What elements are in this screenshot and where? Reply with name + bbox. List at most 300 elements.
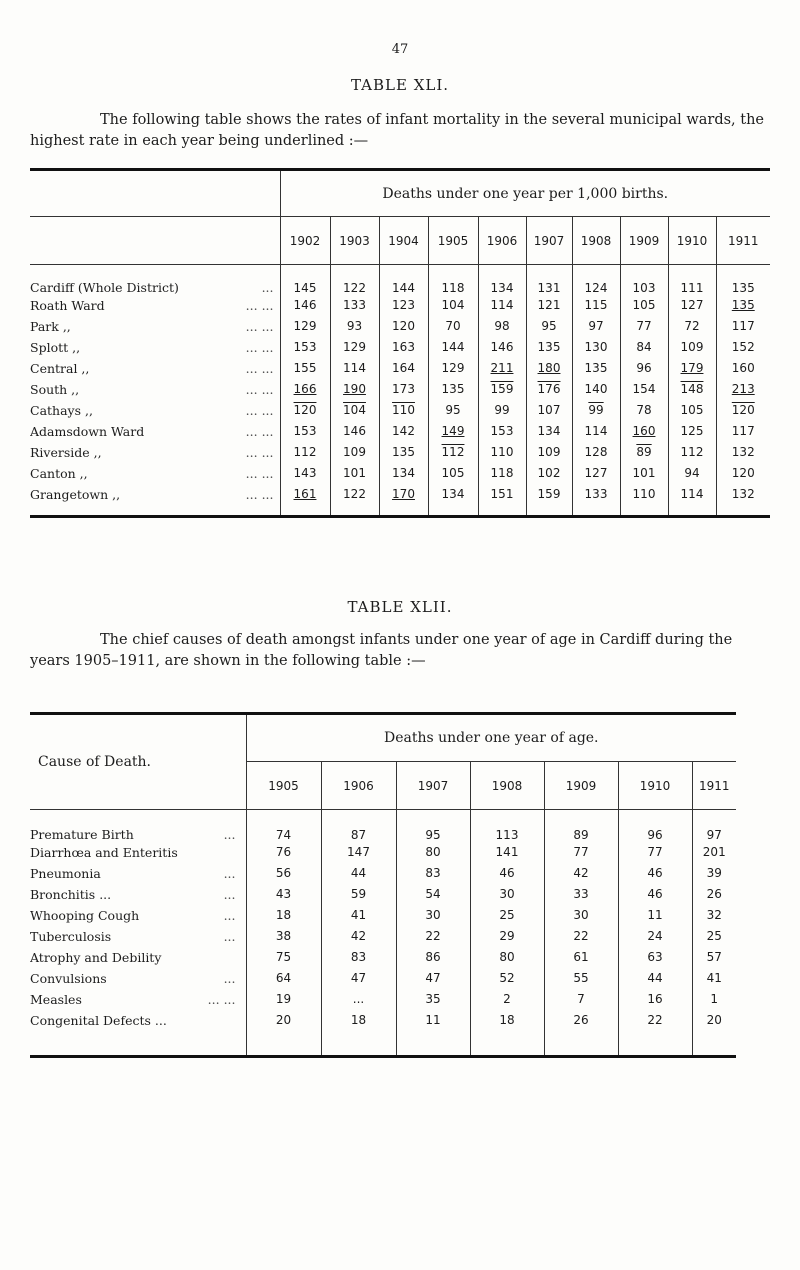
spacer-cell xyxy=(396,1031,470,1057)
cause-label xyxy=(30,905,246,926)
rate-cell: 160 xyxy=(716,358,770,379)
rate-cell: 78 xyxy=(620,400,668,421)
year-header: 1910 xyxy=(668,217,716,265)
rate-cell: 159 xyxy=(526,484,572,505)
rate-cell: 129 xyxy=(280,316,330,337)
ward-label xyxy=(30,358,280,379)
ward-name: Central ,, xyxy=(30,360,90,376)
page-number: 47 xyxy=(391,42,409,57)
death-count-cell: 20 xyxy=(246,1010,321,1031)
leader-dots: ... xyxy=(223,970,236,986)
rate-cell: 99 xyxy=(572,400,620,421)
spacer-cell xyxy=(478,505,526,517)
table-row xyxy=(30,337,770,358)
death-count-cell: 47 xyxy=(396,968,470,989)
rate-cell: 155 xyxy=(280,358,330,379)
death-count-cell: 55 xyxy=(544,968,618,989)
rate-cell: 153 xyxy=(478,421,526,442)
death-count-cell: 77 xyxy=(618,842,692,863)
leader-dots: ... ... xyxy=(245,318,274,334)
leader-dots: ... ... xyxy=(245,360,274,376)
year-header: 1906 xyxy=(321,762,396,810)
ward-name: Cathays ,, xyxy=(30,402,93,418)
rate-cell: 112 xyxy=(280,442,330,463)
death-count-cell: 46 xyxy=(618,863,692,884)
table-row xyxy=(30,358,770,379)
death-count-cell: 83 xyxy=(321,947,396,968)
cause-label xyxy=(30,1010,246,1031)
death-count-cell: 35 xyxy=(396,989,470,1010)
leader-dots: ... ... xyxy=(245,444,274,460)
spacer-cell xyxy=(30,505,280,517)
table-42-title: TABLE XLII. xyxy=(347,598,453,616)
death-count-cell: 113 xyxy=(470,810,544,842)
ward-name: Adamsdown Ward xyxy=(30,423,145,439)
year-header: 1909 xyxy=(544,762,618,810)
table-row xyxy=(30,442,770,463)
rate-cell: 114 xyxy=(572,421,620,442)
ward-label xyxy=(30,316,280,337)
rate-cell: 131 xyxy=(526,265,572,295)
spacer-cell xyxy=(526,505,572,517)
rate-cell: 112 xyxy=(428,442,478,463)
rate-cell: 153 xyxy=(280,337,330,358)
rate-cell: 128 xyxy=(572,442,620,463)
death-count-cell: 77 xyxy=(544,842,618,863)
table-row xyxy=(30,863,736,884)
rate-cell: 120 xyxy=(716,400,770,421)
ward-label xyxy=(30,265,280,295)
rate-cell: 134 xyxy=(526,421,572,442)
death-count-cell: 46 xyxy=(618,884,692,905)
ward-name: Cardiff (Whole District) xyxy=(30,279,179,295)
cause-label xyxy=(30,968,246,989)
spacer-cell xyxy=(321,1031,396,1057)
death-count-cell: 80 xyxy=(396,842,470,863)
rate-cell: 118 xyxy=(428,265,478,295)
death-count-cell: 43 xyxy=(246,884,321,905)
rate-cell: 129 xyxy=(330,337,379,358)
death-count-cell: 11 xyxy=(618,905,692,926)
death-count-cell: 74 xyxy=(246,810,321,842)
ward-label xyxy=(30,295,280,316)
rate-cell: 109 xyxy=(330,442,379,463)
rate-cell: 95 xyxy=(428,400,478,421)
cause-label xyxy=(30,842,246,863)
spacer-cell xyxy=(692,1031,736,1057)
rate-cell: 135 xyxy=(716,295,770,316)
table-row xyxy=(30,989,736,1010)
rate-cell: 145 xyxy=(280,265,330,295)
rate-cell: 99 xyxy=(478,400,526,421)
rate-cell: 161 xyxy=(280,484,330,505)
rate-cell: 110 xyxy=(379,400,428,421)
rate-cell: 153 xyxy=(280,421,330,442)
table-row xyxy=(30,295,770,316)
rate-cell: 170 xyxy=(379,484,428,505)
year-header: 1911 xyxy=(692,762,736,810)
death-count-cell: 41 xyxy=(321,905,396,926)
rate-cell: 95 xyxy=(526,316,572,337)
table-row xyxy=(30,926,736,947)
rate-cell: 127 xyxy=(572,463,620,484)
year-header: 1908 xyxy=(470,762,544,810)
ward-label xyxy=(30,421,280,442)
leader-dots: ... ... xyxy=(245,297,274,313)
table-41-spanning-header: Deaths under one year per 1,000 births. xyxy=(280,170,770,217)
rate-cell: 142 xyxy=(379,421,428,442)
leader-dots: ... ... xyxy=(207,991,236,1007)
rate-cell: 109 xyxy=(668,337,716,358)
death-count-cell: 147 xyxy=(321,842,396,863)
rate-cell: 151 xyxy=(478,484,526,505)
death-count-cell: 30 xyxy=(396,905,470,926)
spacer-cell xyxy=(620,505,668,517)
rate-cell: 89 xyxy=(620,442,668,463)
rate-cell: 109 xyxy=(526,442,572,463)
table-row xyxy=(30,810,736,842)
rate-cell: 134 xyxy=(379,463,428,484)
leader-dots: ... xyxy=(223,865,236,881)
rate-cell: 152 xyxy=(716,337,770,358)
cause-name: Premature Birth xyxy=(30,826,134,842)
table-row xyxy=(30,400,770,421)
spacer-cell xyxy=(470,1031,544,1057)
cause-label xyxy=(30,884,246,905)
death-count-cell: 18 xyxy=(246,905,321,926)
rate-cell: 130 xyxy=(572,337,620,358)
rate-cell: 94 xyxy=(668,463,716,484)
rate-cell: 114 xyxy=(668,484,716,505)
rate-cell: 127 xyxy=(668,295,716,316)
rate-cell: 146 xyxy=(478,337,526,358)
year-header: 1907 xyxy=(396,762,470,810)
rate-cell: 102 xyxy=(526,463,572,484)
death-count-cell: 54 xyxy=(396,884,470,905)
table-row xyxy=(30,316,770,337)
rate-cell: 134 xyxy=(428,484,478,505)
rate-cell: 125 xyxy=(668,421,716,442)
cause-label xyxy=(30,947,246,968)
rate-cell: 163 xyxy=(379,337,428,358)
death-count-cell: 22 xyxy=(396,926,470,947)
death-count-cell: 18 xyxy=(470,1010,544,1031)
leader-dots: ... xyxy=(223,928,236,944)
death-count-cell: 16 xyxy=(618,989,692,1010)
rate-cell: 93 xyxy=(330,316,379,337)
rate-cell: 107 xyxy=(526,400,572,421)
death-count-cell: 97 xyxy=(692,810,736,842)
table-row xyxy=(30,1010,736,1031)
ward-label xyxy=(30,379,280,400)
table-41-stub-cell xyxy=(30,217,280,265)
cause-name: Congenital Defects ... xyxy=(30,1012,167,1028)
spacer-cell xyxy=(246,1031,321,1057)
table-row xyxy=(30,968,736,989)
table-row xyxy=(30,463,770,484)
spacer-cell xyxy=(572,505,620,517)
rate-cell: 110 xyxy=(620,484,668,505)
spacer-cell xyxy=(544,1031,618,1057)
year-header: 1911 xyxy=(716,217,770,265)
rate-cell: 122 xyxy=(330,265,379,295)
rate-cell: 213 xyxy=(716,379,770,400)
rate-cell: 149 xyxy=(428,421,478,442)
leader-dots: ... ... xyxy=(245,402,274,418)
cause-name: Whooping Cough xyxy=(30,907,140,923)
rate-cell: 118 xyxy=(478,463,526,484)
death-count-cell: 26 xyxy=(692,884,736,905)
rate-cell: 105 xyxy=(668,400,716,421)
death-count-cell: 38 xyxy=(246,926,321,947)
death-count-cell: 80 xyxy=(470,947,544,968)
table-row xyxy=(30,421,770,442)
death-count-cell: 46 xyxy=(470,863,544,884)
table-row xyxy=(30,379,770,400)
table-row xyxy=(30,484,770,505)
table-row xyxy=(30,905,736,926)
death-count-cell: 87 xyxy=(321,810,396,842)
year-header: 1905 xyxy=(246,762,321,810)
spacer-cell xyxy=(30,1031,246,1057)
leader-dots: ... xyxy=(223,826,236,842)
year-header: 1904 xyxy=(379,217,428,265)
year-header: 1907 xyxy=(526,217,572,265)
spacer-cell xyxy=(716,505,770,517)
death-count-cell: 63 xyxy=(618,947,692,968)
death-count-cell: 57 xyxy=(692,947,736,968)
death-count-cell: 75 xyxy=(246,947,321,968)
table-42-spanning-header: Deaths under one year of age. xyxy=(246,714,736,762)
cause-label xyxy=(30,863,246,884)
rate-cell: 114 xyxy=(330,358,379,379)
leader-dots: ... xyxy=(261,279,274,295)
ward-name: Park ,, xyxy=(30,318,71,334)
rate-cell: 105 xyxy=(620,295,668,316)
rate-cell: 146 xyxy=(330,421,379,442)
table-41-bottom-spacer xyxy=(30,505,770,517)
rate-cell: 179 xyxy=(668,358,716,379)
rate-cell: 135 xyxy=(379,442,428,463)
table-row xyxy=(30,947,736,968)
cause-label xyxy=(30,810,246,842)
death-count-cell: 42 xyxy=(321,926,396,947)
cause-label xyxy=(30,989,246,1010)
leader-dots: ... xyxy=(223,907,236,923)
rate-cell: 135 xyxy=(526,337,572,358)
ward-name: Splott ,, xyxy=(30,339,81,355)
leader-dots: ... xyxy=(223,886,236,902)
death-count-cell: 30 xyxy=(470,884,544,905)
ward-name: Roath Ward xyxy=(30,297,105,313)
year-header: 1909 xyxy=(620,217,668,265)
death-count-cell: 29 xyxy=(470,926,544,947)
ward-label xyxy=(30,400,280,421)
leader-dots: ... ... xyxy=(245,381,274,397)
rate-cell: 103 xyxy=(620,265,668,295)
rate-cell: 104 xyxy=(428,295,478,316)
rate-cell: 133 xyxy=(572,484,620,505)
rate-cell: 135 xyxy=(716,265,770,295)
ward-name: South ,, xyxy=(30,381,80,397)
death-count-cell: 56 xyxy=(246,863,321,884)
leader-dots: ... ... xyxy=(245,465,274,481)
cause-name: Tuberculosis xyxy=(30,928,112,944)
rate-cell: 134 xyxy=(478,265,526,295)
death-count-cell: 44 xyxy=(321,863,396,884)
rate-cell: 132 xyxy=(716,442,770,463)
death-count-cell: 25 xyxy=(470,905,544,926)
table-42-row-header: Cause of Death. xyxy=(38,754,152,770)
rate-cell: 143 xyxy=(280,463,330,484)
table-41-stub-header xyxy=(30,170,280,217)
leader-dots: ... ... xyxy=(245,423,274,439)
rate-cell: 135 xyxy=(428,379,478,400)
leader-dots: ... ... xyxy=(245,339,274,355)
death-count-cell: 11 xyxy=(396,1010,470,1031)
death-count-cell: 83 xyxy=(396,863,470,884)
ward-name: Canton ,, xyxy=(30,465,88,481)
death-count-cell: 19 xyxy=(246,989,321,1010)
death-count-cell: 76 xyxy=(246,842,321,863)
death-count-cell: 30 xyxy=(544,905,618,926)
death-count-cell: 47 xyxy=(321,968,396,989)
death-count-cell: 20 xyxy=(692,1010,736,1031)
death-count-cell: ... xyxy=(321,989,396,1010)
rate-cell: 123 xyxy=(379,295,428,316)
rate-cell: 190 xyxy=(330,379,379,400)
rate-cell: 96 xyxy=(620,358,668,379)
death-count-cell: 32 xyxy=(692,905,736,926)
table-row xyxy=(30,842,736,863)
year-header: 1905 xyxy=(428,217,478,265)
death-count-cell: 2 xyxy=(470,989,544,1010)
cause-name: Convulsions xyxy=(30,970,107,986)
rate-cell: 140 xyxy=(572,379,620,400)
rate-cell: 117 xyxy=(716,316,770,337)
death-count-cell: 86 xyxy=(396,947,470,968)
rate-cell: 97 xyxy=(572,316,620,337)
rate-cell: 115 xyxy=(572,295,620,316)
ward-label xyxy=(30,484,280,505)
death-count-cell: 25 xyxy=(692,926,736,947)
death-count-cell: 22 xyxy=(618,1010,692,1031)
rate-cell: 159 xyxy=(478,379,526,400)
year-header: 1903 xyxy=(330,217,379,265)
year-header: 1908 xyxy=(572,217,620,265)
death-count-cell: 1 xyxy=(692,989,736,1010)
death-count-cell: 7 xyxy=(544,989,618,1010)
death-count-cell: 89 xyxy=(544,810,618,842)
death-count-cell: 39 xyxy=(692,863,736,884)
rate-cell: 180 xyxy=(526,358,572,379)
death-count-cell: 95 xyxy=(396,810,470,842)
cause-label xyxy=(30,926,246,947)
rate-cell: 110 xyxy=(478,442,526,463)
rate-cell: 146 xyxy=(280,295,330,316)
ward-name: Grangetown ,, xyxy=(30,486,121,502)
rate-cell: 114 xyxy=(478,295,526,316)
table-41-intro: The following table shows the rates of infant mortality in the several municipal wards, the highest rate in each year being underlined :— xyxy=(30,112,765,149)
rate-cell: 129 xyxy=(428,358,478,379)
death-count-cell: 64 xyxy=(246,968,321,989)
table-row xyxy=(30,265,770,295)
table-row xyxy=(30,884,736,905)
rate-cell: 104 xyxy=(330,400,379,421)
ward-label xyxy=(30,463,280,484)
death-count-cell: 201 xyxy=(692,842,736,863)
ward-name: Riverside ,, xyxy=(30,444,102,460)
death-count-cell: 22 xyxy=(544,926,618,947)
cause-name: Bronchitis ... xyxy=(30,886,112,902)
spacer-cell xyxy=(280,505,330,517)
rate-cell: 132 xyxy=(716,484,770,505)
death-count-cell: 96 xyxy=(618,810,692,842)
rate-cell: 160 xyxy=(620,421,668,442)
spacer-cell xyxy=(618,1031,692,1057)
rate-cell: 105 xyxy=(428,463,478,484)
rate-cell: 120 xyxy=(716,463,770,484)
cause-name: Pneumonia xyxy=(30,865,101,881)
rate-cell: 101 xyxy=(330,463,379,484)
year-header: 1910 xyxy=(618,762,692,810)
year-header: 1902 xyxy=(280,217,330,265)
death-count-cell: 18 xyxy=(321,1010,396,1031)
cause-name: Atrophy and Debility xyxy=(30,949,162,965)
rate-cell: 101 xyxy=(620,463,668,484)
rate-cell: 144 xyxy=(379,265,428,295)
infant-mortality-by-ward-table xyxy=(30,168,770,518)
cause-name: Diarrhœa and Enteritis xyxy=(30,844,178,860)
leader-dots: ... ... xyxy=(245,486,274,502)
spacer-cell xyxy=(428,505,478,517)
rate-cell: 176 xyxy=(526,379,572,400)
rate-cell: 117 xyxy=(716,421,770,442)
rate-cell: 112 xyxy=(668,442,716,463)
rate-cell: 120 xyxy=(280,400,330,421)
ward-label xyxy=(30,337,280,358)
rate-cell: 124 xyxy=(572,265,620,295)
rate-cell: 77 xyxy=(620,316,668,337)
spacer-cell xyxy=(330,505,379,517)
year-header: 1906 xyxy=(478,217,526,265)
rate-cell: 98 xyxy=(478,316,526,337)
death-count-cell: 61 xyxy=(544,947,618,968)
rate-cell: 135 xyxy=(572,358,620,379)
rate-cell: 72 xyxy=(668,316,716,337)
spacer-cell xyxy=(668,505,716,517)
cause-name: Measles xyxy=(30,991,82,1007)
rate-cell: 120 xyxy=(379,316,428,337)
death-count-cell: 24 xyxy=(618,926,692,947)
causes-of-infant-death-table xyxy=(30,712,736,1058)
rate-cell: 84 xyxy=(620,337,668,358)
rate-cell: 144 xyxy=(428,337,478,358)
death-count-cell: 44 xyxy=(618,968,692,989)
rate-cell: 111 xyxy=(668,265,716,295)
death-count-cell: 42 xyxy=(544,863,618,884)
rate-cell: 122 xyxy=(330,484,379,505)
rate-cell: 164 xyxy=(379,358,428,379)
rate-cell: 121 xyxy=(526,295,572,316)
death-count-cell: 52 xyxy=(470,968,544,989)
rate-cell: 154 xyxy=(620,379,668,400)
rate-cell: 133 xyxy=(330,295,379,316)
table-42-bottom-spacer xyxy=(30,1031,736,1057)
ward-label xyxy=(30,442,280,463)
death-count-cell: 59 xyxy=(321,884,396,905)
death-count-cell: 41 xyxy=(692,968,736,989)
